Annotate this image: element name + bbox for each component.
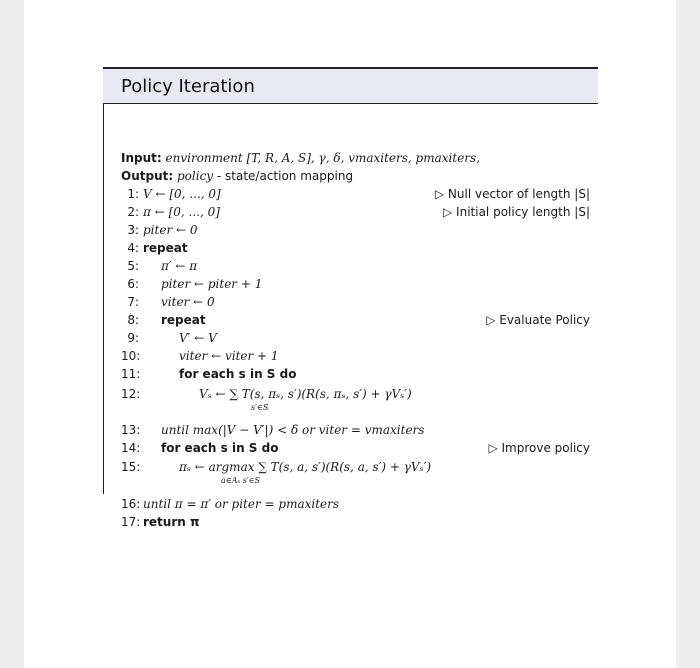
line-number: 5: [127,259,139,273]
line-text: repeat [161,313,206,327]
line-text: viter ← viter + 1 [179,349,279,363]
input-text: environment [T, R, A, S], γ, δ, vmaxiters, pmaxiters, [165,151,481,165]
line-text: V′ ← V [179,331,217,345]
line-number: 9: [127,331,139,345]
line-12-subscript: s′∈S [251,403,269,412]
input-label: Input: [121,151,162,165]
line-number: 10: [121,349,141,363]
algorithm-title: Policy Iteration [121,75,255,97]
line-text: Vₛ ← ∑ T(s, πₛ, s′)(R(s, πₛ, s′) + γVₛ′) [199,387,412,401]
line-text: return π [143,515,200,529]
line-number: 13: [121,423,141,437]
output-line [121,169,353,183]
line-text: until max(|V − V′|) < δ or viter = vmaxiters [161,423,425,437]
line-number: 11: [121,367,141,381]
algorithm-box [103,67,598,529]
line-text: piter ← piter + 1 [161,277,263,291]
line-number: 3: [127,223,139,237]
title-bar [103,69,598,104]
line-number: 17: [121,515,141,529]
line-number: 4: [127,241,139,255]
line-text: until π = π′ or piter = pmaxiters [143,497,340,511]
line-text: viter ← 0 [161,295,215,309]
line-15-subscript: a∈Aₛ s′∈S [221,476,261,485]
algorithm-body [103,104,598,529]
line-1-comment: ▷ Null vector of length |S| [434,187,590,201]
line-text: piter ← 0 [143,223,198,237]
line-number: 7: [127,295,139,309]
line-text: for each s in S do [179,367,297,381]
line-number: 12: [121,387,141,401]
output-math: policy [176,169,214,183]
line-number: 6: [127,277,139,291]
left-rule [103,104,104,494]
output-label: Output: [121,169,174,183]
line-number: 8: [127,313,139,327]
line-text: for each s in S do [161,441,279,455]
output-text: - state/action mapping [213,169,354,183]
line-14-comment: ▷ Improve policy [488,441,590,455]
line-8-comment: ▷ Evaluate Policy [486,313,590,327]
line-number: 14: [121,441,141,455]
line-number: 2: [127,205,139,219]
line-text: πₛ ← argmax ∑ T(s, a, s′)(R(s, a, s′) + γVₛ′) [179,460,432,474]
line-text: π′ ← π [161,259,198,273]
line-number: 15: [121,460,141,474]
line-text: π ← [0, ..., 0] [143,205,220,219]
input-line [121,151,480,165]
line-number: 16: [121,497,141,511]
line-2-comment: ▷ Initial policy length |S| [443,205,590,219]
line-text: repeat [143,241,188,255]
line-text: V ← [0, ..., 0] [143,187,221,201]
line-number: 1: [127,187,139,201]
